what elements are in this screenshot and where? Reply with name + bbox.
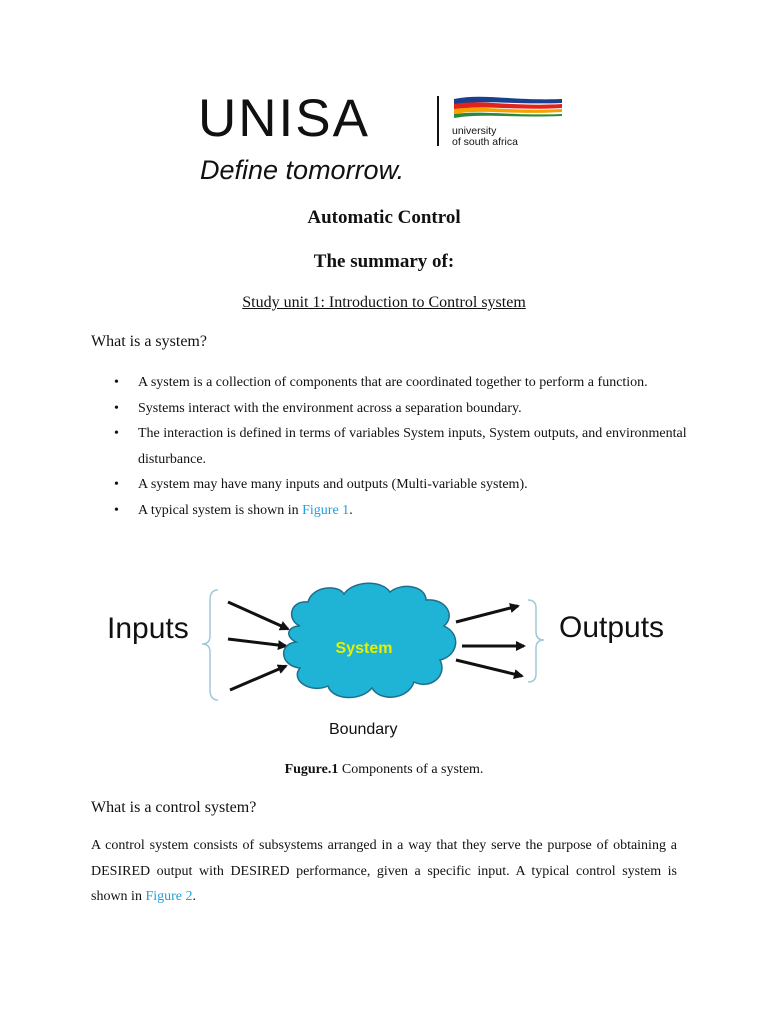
flag-swoosh-icon (452, 95, 564, 123)
system-diagram (100, 568, 680, 748)
unisa-wordmark: UNISA (198, 89, 370, 148)
boundary-label: Boundary (329, 721, 398, 738)
section-heading-control-system: What is a control system? (91, 799, 257, 816)
university-line-1: university (452, 125, 497, 137)
system-label: System (335, 640, 393, 657)
list-item (91, 421, 691, 472)
output-arrow (456, 660, 522, 676)
paragraph-end: . (192, 889, 197, 904)
list-item (91, 498, 691, 524)
summary-heading: The summary of: (313, 251, 455, 272)
logo-divider (437, 96, 439, 146)
document-title: Automatic Control (307, 207, 461, 228)
study-unit-heading: Study unit 1: Introduction to Control system (242, 294, 526, 311)
inputs-label: Inputs (107, 612, 189, 645)
university-label (452, 126, 518, 148)
figure-2-link[interactable]: Figure 2 (145, 889, 193, 904)
figure-caption (0, 762, 768, 778)
list-item (91, 396, 691, 422)
inputs-brace (202, 590, 218, 700)
list-item (91, 370, 691, 396)
bullet-text: A system is a collection of components that are coordinated together to perform a function. (138, 375, 648, 390)
output-arrow (456, 606, 518, 622)
list-item (91, 472, 691, 498)
outputs-brace (528, 600, 544, 682)
input-arrow (228, 602, 288, 629)
bullet-text: A system may have many inputs and outputs (Multi-variable system). (138, 477, 528, 492)
caption-text: Components of a system. (338, 762, 484, 777)
input-arrow (230, 666, 286, 690)
caption-label: Fugure.1 (284, 762, 339, 777)
section-heading-system: What is a system? (91, 333, 207, 350)
figure-1-link[interactable]: Figure 1 (302, 502, 350, 518)
paragraph-text: A control system consists of subsystems arranged in a way that they serve the purpose of obtaining a DESIRED output with DESIRED performance, given a specific input. A typical control system is shown in (91, 838, 677, 904)
bullet-text-end: . (349, 502, 353, 518)
logo-tagline: Define tomorrow. (200, 155, 405, 185)
outputs-label: Outputs (559, 611, 665, 644)
control-system-paragraph (91, 833, 677, 910)
bullet-text: Systems interact with the environment across a separation boundary. (138, 400, 522, 416)
university-line-2: of south africa (452, 136, 518, 148)
bullet-text: The interaction is defined in terms of variables System inputs, System outputs, and environmental disturbance. (138, 426, 687, 467)
bullet-text: A typical system is shown in (138, 502, 303, 518)
input-arrow (228, 639, 286, 646)
bullet-list (91, 370, 691, 523)
